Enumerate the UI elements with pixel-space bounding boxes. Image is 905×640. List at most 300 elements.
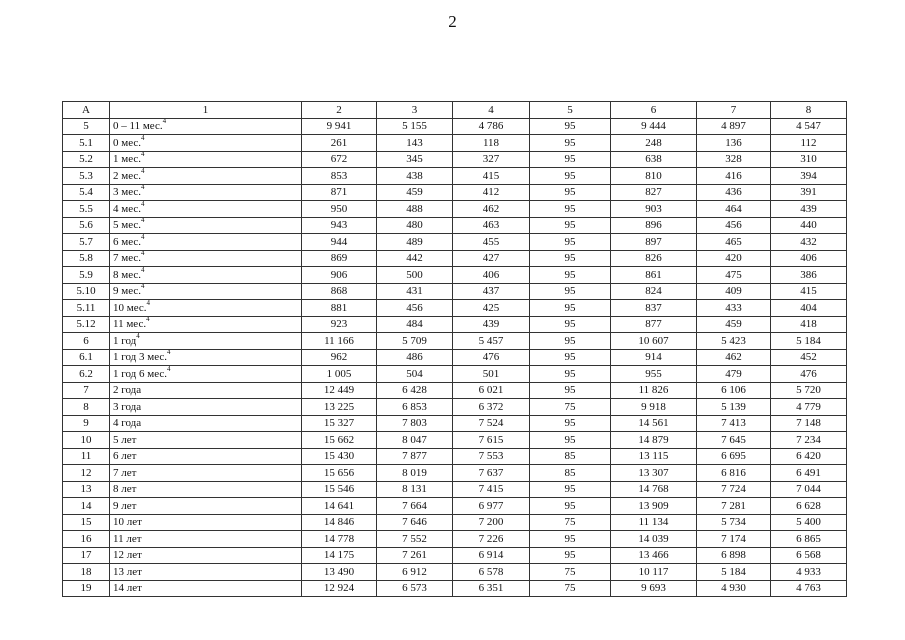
table-row [63, 481, 847, 498]
table-row [63, 432, 847, 449]
footnote-marker: 4 [141, 151, 145, 159]
value-cell: 436 [697, 184, 771, 201]
value-cell: 1 005 [302, 366, 377, 383]
value-cell: 143 [377, 135, 453, 152]
table-row [63, 564, 847, 581]
value-cell: 345 [377, 151, 453, 168]
value-cell: 437 [453, 283, 530, 300]
value-cell: 6 372 [453, 399, 530, 416]
table-row [63, 250, 847, 267]
value-cell: 85 [530, 465, 611, 482]
table-row [63, 399, 847, 416]
value-cell: 8 131 [377, 481, 453, 498]
value-cell: 404 [771, 300, 847, 317]
row-index: 6.2 [63, 366, 110, 383]
value-cell: 13 115 [611, 448, 697, 465]
value-cell: 7 645 [697, 432, 771, 449]
value-cell: 14 561 [611, 415, 697, 432]
row-index: 18 [63, 564, 110, 581]
value-cell: 75 [530, 399, 611, 416]
row-index: 5.5 [63, 201, 110, 218]
value-cell: 6 853 [377, 399, 453, 416]
value-cell: 5 734 [697, 514, 771, 531]
row-index: 5.3 [63, 168, 110, 185]
value-cell: 95 [530, 316, 611, 333]
row-index: 12 [63, 465, 110, 482]
row-index: 17 [63, 547, 110, 564]
value-cell: 6 573 [377, 580, 453, 597]
footnote-marker: 4 [141, 283, 145, 291]
column-header: 2 [302, 102, 377, 119]
row-label: 5 мес. [113, 219, 141, 231]
row-label: 5 лет [113, 433, 137, 446]
row-label-cell [110, 399, 302, 416]
value-cell: 418 [771, 316, 847, 333]
value-cell: 501 [453, 366, 530, 383]
value-cell: 15 430 [302, 448, 377, 465]
row-label-cell [110, 415, 302, 432]
value-cell: 14 039 [611, 531, 697, 548]
table-row [63, 316, 847, 333]
value-cell: 5 709 [377, 333, 453, 350]
value-cell: 6 898 [697, 547, 771, 564]
table-row [63, 547, 847, 564]
value-cell: 6 428 [377, 382, 453, 399]
value-cell: 95 [530, 151, 611, 168]
value-cell: 95 [530, 250, 611, 267]
column-header: 8 [771, 102, 847, 119]
value-cell: 480 [377, 217, 453, 234]
row-index: 5.4 [63, 184, 110, 201]
value-cell: 903 [611, 201, 697, 218]
row-label: 1 мес. [113, 153, 141, 165]
row-label: 11 лет [113, 532, 142, 545]
value-cell: 827 [611, 184, 697, 201]
row-label-cell [110, 465, 302, 482]
value-cell: 95 [530, 333, 611, 350]
value-cell: 6 816 [697, 465, 771, 482]
value-cell: 386 [771, 267, 847, 284]
header-row [63, 102, 847, 119]
value-cell: 4 779 [771, 399, 847, 416]
value-cell: 8 019 [377, 465, 453, 482]
row-label: 3 года [113, 400, 142, 413]
value-cell: 4 763 [771, 580, 847, 597]
value-cell: 248 [611, 135, 697, 152]
value-cell: 438 [377, 168, 453, 185]
value-cell: 14 846 [302, 514, 377, 531]
row-label: 1 год 3 мес. [113, 351, 168, 363]
row-index: 5.7 [63, 234, 110, 251]
value-cell: 11 826 [611, 382, 697, 399]
value-cell: 12 449 [302, 382, 377, 399]
table-row [63, 465, 847, 482]
value-cell: 7 226 [453, 531, 530, 548]
value-cell: 95 [530, 300, 611, 317]
value-cell: 14 641 [302, 498, 377, 515]
row-label: 2 мес. [113, 169, 141, 182]
value-cell: 5 457 [453, 333, 530, 350]
row-label-cell [110, 184, 302, 201]
footnote-marker: 4 [141, 200, 145, 208]
value-cell: 112 [771, 135, 847, 152]
row-label-cell [110, 547, 302, 564]
row-label: 6 лет [113, 450, 137, 462]
row-label-cell [110, 498, 302, 515]
table-row [63, 349, 847, 366]
table-row [63, 531, 847, 548]
value-cell: 95 [530, 267, 611, 284]
value-cell: 95 [530, 349, 611, 366]
value-cell: 500 [377, 267, 453, 284]
row-index: 5.9 [63, 267, 110, 284]
value-cell: 861 [611, 267, 697, 284]
value-cell: 4 897 [697, 118, 771, 135]
value-cell: 261 [302, 135, 377, 152]
value-cell: 869 [302, 250, 377, 267]
value-cell: 95 [530, 234, 611, 251]
row-index: 5.8 [63, 250, 110, 267]
value-cell: 914 [611, 349, 697, 366]
row-label-cell [110, 382, 302, 399]
value-cell: 442 [377, 250, 453, 267]
row-label-cell [110, 201, 302, 218]
value-cell: 425 [453, 300, 530, 317]
row-label-cell [110, 580, 302, 597]
row-label-cell [110, 300, 302, 317]
table-row [63, 201, 847, 218]
value-cell: 476 [771, 366, 847, 383]
value-cell: 6 914 [453, 547, 530, 564]
row-index: 19 [63, 580, 110, 597]
row-label: 9 лет [113, 499, 137, 512]
value-cell: 15 327 [302, 415, 377, 432]
value-cell: 5 423 [697, 333, 771, 350]
value-cell: 456 [377, 300, 453, 317]
value-cell: 479 [697, 366, 771, 383]
column-header: 3 [377, 102, 453, 119]
value-cell: 4 786 [453, 118, 530, 135]
value-cell: 6 351 [453, 580, 530, 597]
row-index: 5.2 [63, 151, 110, 168]
row-index: 9 [63, 415, 110, 432]
row-label-cell [110, 514, 302, 531]
row-label-cell [110, 267, 302, 284]
value-cell: 10 117 [611, 564, 697, 581]
row-label: 2 года [113, 384, 142, 396]
value-cell: 416 [697, 168, 771, 185]
value-cell: 896 [611, 217, 697, 234]
column-header: А [63, 102, 110, 119]
value-cell: 13 490 [302, 564, 377, 581]
row-label: 8 лет [113, 483, 137, 495]
value-cell: 95 [530, 184, 611, 201]
value-cell: 406 [771, 250, 847, 267]
row-label-cell [110, 481, 302, 498]
row-label-cell [110, 135, 302, 152]
value-cell: 7 877 [377, 448, 453, 465]
footnote-marker: 4 [162, 118, 167, 126]
value-cell: 409 [697, 283, 771, 300]
value-cell: 464 [697, 201, 771, 218]
value-cell: 10 607 [611, 333, 697, 350]
footnote-marker: 4 [146, 316, 150, 324]
value-cell: 13 225 [302, 399, 377, 416]
value-cell: 881 [302, 300, 377, 317]
value-cell: 826 [611, 250, 697, 267]
row-index: 6 [63, 333, 110, 350]
value-cell: 7 803 [377, 415, 453, 432]
value-cell: 6 912 [377, 564, 453, 581]
value-cell: 415 [771, 283, 847, 300]
value-cell: 432 [771, 234, 847, 251]
value-cell: 13 307 [611, 465, 697, 482]
row-index: 5.10 [63, 283, 110, 300]
table-row [63, 333, 847, 350]
value-cell: 406 [453, 267, 530, 284]
table-row [63, 151, 847, 168]
value-cell: 95 [530, 498, 611, 515]
value-cell: 672 [302, 151, 377, 168]
value-cell: 462 [697, 349, 771, 366]
value-cell: 944 [302, 234, 377, 251]
value-cell: 4 930 [697, 580, 771, 597]
value-cell: 7 415 [453, 481, 530, 498]
footnote-marker: 4 [146, 299, 150, 307]
row-label-cell [110, 283, 302, 300]
footnote-marker: 4 [141, 250, 145, 258]
row-label: 7 лет [113, 466, 137, 479]
row-label: 0 – 11 мес. [113, 120, 163, 132]
value-cell: 412 [453, 184, 530, 201]
row-label: 1 год [113, 334, 137, 347]
value-cell: 4 547 [771, 118, 847, 135]
value-cell: 14 879 [611, 432, 697, 449]
value-cell: 906 [302, 267, 377, 284]
value-cell: 440 [771, 217, 847, 234]
table-row [63, 168, 847, 185]
row-label: 0 мес. [113, 136, 141, 149]
value-cell: 5 139 [697, 399, 771, 416]
value-cell: 75 [530, 580, 611, 597]
column-header: 5 [530, 102, 611, 119]
value-cell: 7 200 [453, 514, 530, 531]
row-label-cell [110, 168, 302, 185]
row-label: 14 лет [113, 582, 142, 594]
row-index: 15 [63, 514, 110, 531]
value-cell: 810 [611, 168, 697, 185]
value-cell: 475 [697, 267, 771, 284]
value-cell: 950 [302, 201, 377, 218]
value-cell: 5 400 [771, 514, 847, 531]
value-cell: 7 174 [697, 531, 771, 548]
value-cell: 433 [697, 300, 771, 317]
value-cell: 9 693 [611, 580, 697, 597]
table-row [63, 415, 847, 432]
row-label-cell [110, 432, 302, 449]
value-cell: 638 [611, 151, 697, 168]
value-cell: 7 664 [377, 498, 453, 515]
value-cell: 7 261 [377, 547, 453, 564]
value-cell: 427 [453, 250, 530, 267]
row-index: 16 [63, 531, 110, 548]
table-row [63, 267, 847, 284]
value-cell: 75 [530, 564, 611, 581]
footnote-marker: 4 [141, 217, 145, 225]
row-index: 8 [63, 399, 110, 416]
value-cell: 455 [453, 234, 530, 251]
value-cell: 9 444 [611, 118, 697, 135]
value-cell: 7 637 [453, 465, 530, 482]
value-cell: 12 924 [302, 580, 377, 597]
data-table [62, 101, 847, 597]
table-row [63, 234, 847, 251]
row-label: 6 мес. [113, 235, 141, 248]
table-row [63, 382, 847, 399]
value-cell: 391 [771, 184, 847, 201]
value-cell: 5 184 [771, 333, 847, 350]
row-label: 7 мес. [113, 252, 141, 264]
value-cell: 7 724 [697, 481, 771, 498]
value-cell: 439 [771, 201, 847, 218]
value-cell: 462 [453, 201, 530, 218]
value-cell: 6 106 [697, 382, 771, 399]
value-cell: 486 [377, 349, 453, 366]
footnote-marker: 4 [141, 184, 145, 192]
value-cell: 459 [377, 184, 453, 201]
value-cell: 923 [302, 316, 377, 333]
table-row [63, 217, 847, 234]
row-label: 12 лет [113, 549, 142, 561]
row-index: 13 [63, 481, 110, 498]
table-row [63, 498, 847, 515]
row-label: 1 год 6 мес. [113, 367, 168, 380]
row-label: 3 мес. [113, 186, 141, 198]
row-label: 11 мес. [113, 318, 147, 330]
value-cell: 6 977 [453, 498, 530, 515]
value-cell: 459 [697, 316, 771, 333]
row-label-cell [110, 564, 302, 581]
value-cell: 877 [611, 316, 697, 333]
value-cell: 5 184 [697, 564, 771, 581]
value-cell: 7 234 [771, 432, 847, 449]
value-cell: 6 695 [697, 448, 771, 465]
table-row [63, 448, 847, 465]
value-cell: 75 [530, 514, 611, 531]
value-cell: 943 [302, 217, 377, 234]
value-cell: 8 047 [377, 432, 453, 449]
value-cell: 6 420 [771, 448, 847, 465]
value-cell: 4 933 [771, 564, 847, 581]
value-cell: 7 413 [697, 415, 771, 432]
table-row [63, 184, 847, 201]
page-number: 2 [448, 12, 457, 31]
footnote-marker: 4 [141, 233, 145, 241]
value-cell: 15 656 [302, 465, 377, 482]
row-label: 4 года [113, 417, 142, 429]
value-cell: 456 [697, 217, 771, 234]
value-cell: 11 166 [302, 333, 377, 350]
value-cell: 431 [377, 283, 453, 300]
row-index: 14 [63, 498, 110, 515]
value-cell: 6 491 [771, 465, 847, 482]
value-cell: 14 175 [302, 547, 377, 564]
row-label-cell [110, 448, 302, 465]
value-cell: 95 [530, 382, 611, 399]
row-index: 10 [63, 432, 110, 449]
row-label-cell [110, 366, 302, 383]
row-label-cell [110, 531, 302, 548]
value-cell: 504 [377, 366, 453, 383]
value-cell: 897 [611, 234, 697, 251]
column-header: 1 [110, 102, 302, 119]
table-row [63, 580, 847, 597]
table-row [63, 514, 847, 531]
value-cell: 9 941 [302, 118, 377, 135]
column-header: 7 [697, 102, 771, 119]
value-cell: 95 [530, 432, 611, 449]
table-row [63, 283, 847, 300]
value-cell: 136 [697, 135, 771, 152]
value-cell: 452 [771, 349, 847, 366]
value-cell: 5 155 [377, 118, 453, 135]
value-cell: 327 [453, 151, 530, 168]
value-cell: 95 [530, 531, 611, 548]
value-cell: 484 [377, 316, 453, 333]
value-cell: 837 [611, 300, 697, 317]
table-row [63, 135, 847, 152]
value-cell: 95 [530, 415, 611, 432]
row-index: 5.1 [63, 135, 110, 152]
row-index: 11 [63, 448, 110, 465]
footnote-marker: 4 [141, 266, 145, 274]
table-row [63, 118, 847, 135]
value-cell: 488 [377, 201, 453, 218]
value-cell: 85 [530, 448, 611, 465]
row-index: 5.12 [63, 316, 110, 333]
row-index: 6.1 [63, 349, 110, 366]
value-cell: 7 524 [453, 415, 530, 432]
value-cell: 15 662 [302, 432, 377, 449]
value-cell: 853 [302, 168, 377, 185]
value-cell: 9 918 [611, 399, 697, 416]
column-header: 4 [453, 102, 530, 119]
value-cell: 476 [453, 349, 530, 366]
row-label-cell [110, 234, 302, 251]
row-index: 5 [63, 118, 110, 135]
table-row [63, 300, 847, 317]
value-cell: 7 552 [377, 531, 453, 548]
row-label: 9 мес. [113, 285, 141, 297]
value-cell: 95 [530, 481, 611, 498]
value-cell: 95 [530, 201, 611, 218]
row-label: 13 лет [113, 565, 142, 578]
row-label: 10 лет [113, 516, 142, 528]
value-cell: 7 646 [377, 514, 453, 531]
value-cell: 95 [530, 217, 611, 234]
row-index: 7 [63, 382, 110, 399]
footnote-marker: 4 [141, 167, 145, 175]
value-cell: 962 [302, 349, 377, 366]
value-cell: 118 [453, 135, 530, 152]
value-cell: 5 720 [771, 382, 847, 399]
value-cell: 328 [697, 151, 771, 168]
row-label-cell [110, 349, 302, 366]
value-cell: 310 [771, 151, 847, 168]
row-index: 5.6 [63, 217, 110, 234]
value-cell: 14 768 [611, 481, 697, 498]
value-cell: 95 [530, 168, 611, 185]
